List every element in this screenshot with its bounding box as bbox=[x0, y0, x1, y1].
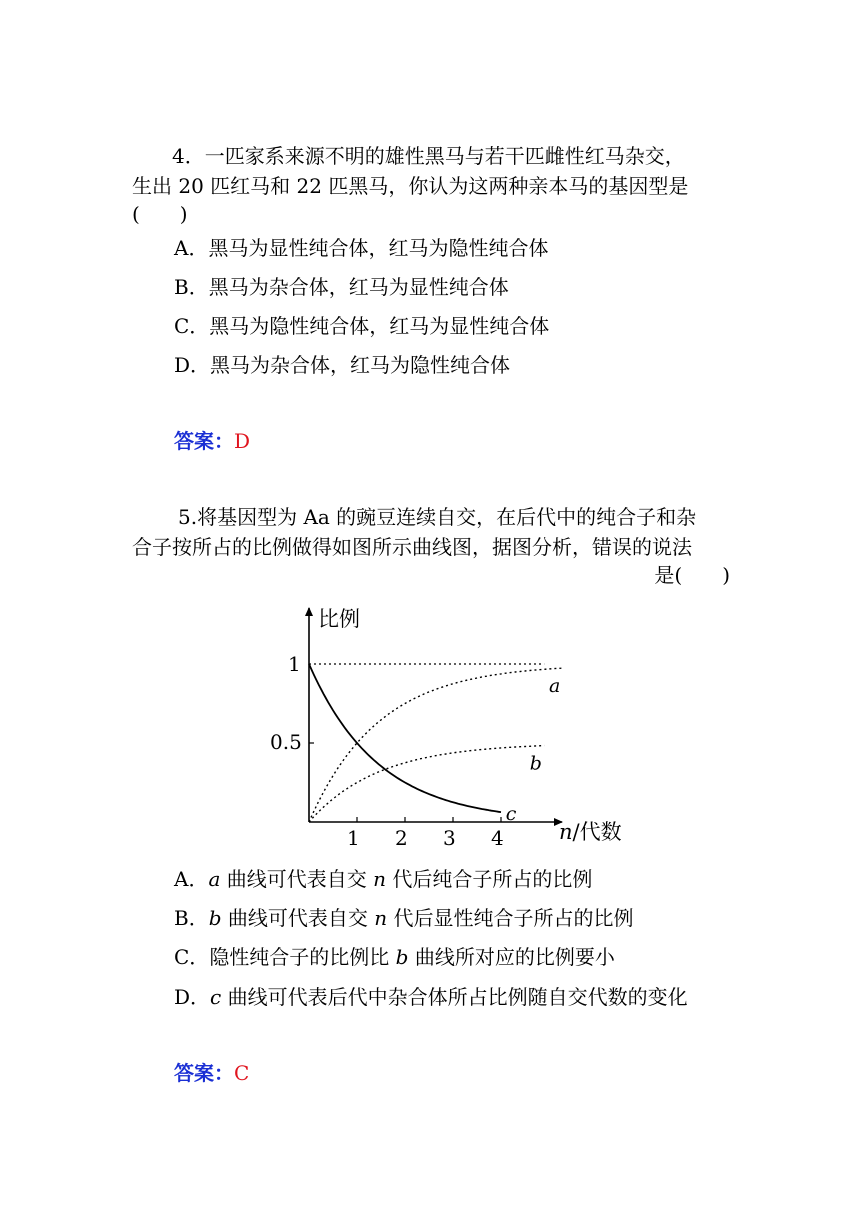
q5-option-a-var: a bbox=[208, 867, 221, 891]
q5-option-c bbox=[174, 945, 615, 969]
curve-label-b: b bbox=[529, 752, 542, 775]
x-axis-label bbox=[559, 820, 622, 844]
q5-option-d-var: c bbox=[210, 985, 222, 1009]
q5-option-a bbox=[174, 867, 592, 891]
q5-option-d-text: 曲线可代表后代中杂合体所占比例随自交代数的变化 bbox=[221, 985, 688, 1009]
curve-a bbox=[309, 668, 563, 822]
x-tick-2: 2 bbox=[395, 826, 408, 850]
q5-option-a-text2: 代后纯合子所占的比例 bbox=[386, 867, 593, 891]
q5-answer-label: 答案： bbox=[174, 1061, 234, 1085]
curve-c bbox=[309, 664, 501, 812]
ratio-curve-chart bbox=[250, 598, 650, 856]
y-tick-1: 1 bbox=[288, 652, 301, 676]
q4-answer-value: D bbox=[234, 429, 251, 453]
q5-stem-line3: 是( ) bbox=[654, 563, 730, 587]
q5-answer-value: C bbox=[234, 1061, 250, 1085]
q5-option-a-var2: n bbox=[373, 867, 386, 891]
q5-option-b bbox=[174, 906, 633, 930]
q5-option-b-text2: 代后显性纯合子所占的比例 bbox=[387, 906, 634, 930]
q4-option-d: D．黑马为杂合体，红马为隐性纯合体 bbox=[174, 353, 511, 377]
q5-option-c-var2: b bbox=[395, 945, 409, 969]
q4-stem-line1: 4．一匹家系来源不明的雄性黑马与若干匹雌性红马杂交， bbox=[172, 144, 685, 168]
y-tick-0-5: 0.5 bbox=[270, 730, 302, 754]
q4-stem-line2: 生出 20 匹红马和 22 匹黑马，你认为这两种亲本马的基因型是 bbox=[132, 174, 689, 198]
q4-answer bbox=[174, 429, 250, 453]
q5-option-d-letter: D． bbox=[174, 985, 211, 1009]
q5-option-a-letter: A． bbox=[174, 867, 209, 891]
q5-option-b-var2: n bbox=[374, 906, 388, 930]
q5-stem-line1: 5.将基因型为 Aa 的豌豆连续自交，在后代中的纯合子和杂 bbox=[178, 505, 697, 529]
q5-option-d bbox=[174, 985, 688, 1009]
q5-option-b-text: 曲线可代表自交 bbox=[221, 906, 375, 930]
x-tick-1: 1 bbox=[347, 826, 360, 850]
x-tick-4: 4 bbox=[491, 826, 504, 850]
q4-bracket: ( ) bbox=[132, 202, 188, 226]
x-tick-3: 3 bbox=[443, 826, 456, 850]
x-axis-label-var: n bbox=[559, 820, 573, 844]
q5-option-b-letter: B． bbox=[174, 906, 209, 930]
q5-option-a-text: 曲线可代表自交 bbox=[220, 867, 374, 891]
q4-option-b: B．黑马为杂合体，红马为显性纯合体 bbox=[174, 275, 509, 299]
q5-option-c-letter: C． bbox=[174, 945, 210, 969]
q5-stem-line2: 合子按所占的比例做得如图所示曲线图，据图分析，错误的说法 bbox=[132, 535, 692, 559]
q5-option-c-text: 隐性纯合子的比例比 bbox=[209, 945, 396, 969]
q5-option-b-var: b bbox=[208, 906, 222, 930]
q4-option-c: C．黑马为隐性纯合体，红马为显性纯合体 bbox=[174, 314, 550, 338]
curve-label-c: c bbox=[505, 803, 517, 826]
q5-option-c-text2: 曲线所对应的比例要小 bbox=[408, 945, 615, 969]
q4-option-a: A．黑马为显性纯合体，红马为隐性纯合体 bbox=[174, 236, 549, 260]
curve-label-a: a bbox=[549, 675, 561, 698]
y-axis-label: 比例 bbox=[318, 607, 360, 631]
q4-answer-label: 答案： bbox=[174, 429, 234, 453]
q5-answer bbox=[174, 1061, 249, 1085]
x-axis-label-text: /代数 bbox=[572, 820, 622, 844]
